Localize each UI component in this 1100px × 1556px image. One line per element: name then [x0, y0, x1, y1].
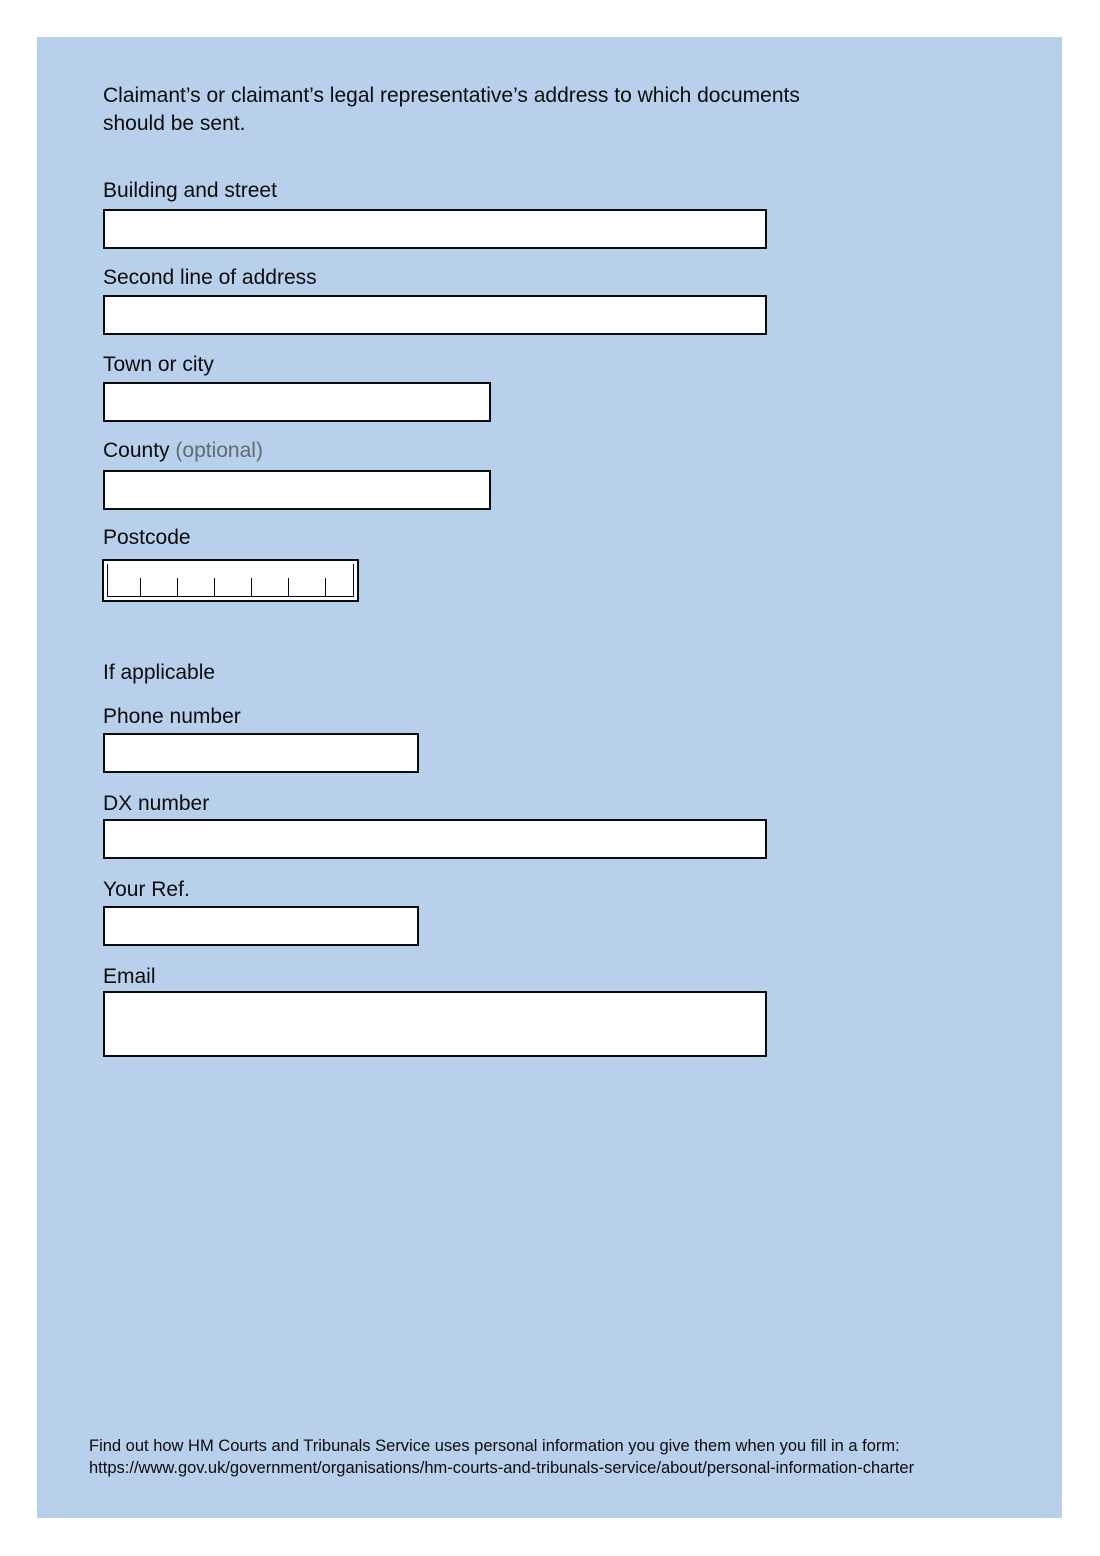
postcode-divider	[214, 578, 215, 596]
phone-number-label: Phone number	[103, 705, 241, 728]
form-panel	[37, 37, 1062, 1518]
your-ref-input[interactable]	[103, 906, 419, 946]
dx-number-input[interactable]	[103, 819, 767, 859]
email-input[interactable]	[103, 991, 767, 1057]
phone-number-input[interactable]	[103, 733, 419, 773]
if-applicable-heading: If applicable	[103, 661, 216, 684]
postcode-divider	[288, 578, 289, 596]
second-line-input[interactable]	[103, 295, 767, 335]
building-street-input[interactable]	[103, 209, 767, 249]
town-city-label: Town or city	[103, 353, 214, 376]
postcode-label: Postcode	[103, 526, 191, 549]
dx-number-label: DX number	[103, 792, 210, 815]
privacy-notice-text: Find out how HM Courts and Tribunals Service uses personal information you give them when you fill in a form:	[89, 1437, 900, 1455]
your-ref-label: Your Ref.	[103, 878, 190, 901]
town-city-input[interactable]	[103, 382, 491, 422]
county-input[interactable]	[103, 470, 491, 510]
section-intro: Claimant’s or claimant’s legal representative’s address to which documents should be sent.	[103, 84, 800, 135]
postcode-divider	[251, 578, 252, 596]
email-label: Email	[103, 965, 156, 988]
postcode-divider	[177, 578, 178, 596]
postcode-input[interactable]	[102, 559, 359, 602]
second-line-label: Second line of address	[103, 266, 317, 289]
privacy-notice	[89, 1435, 1049, 1479]
postcode-comb	[107, 564, 354, 597]
postcode-divider	[325, 578, 326, 596]
optional-hint: (optional)	[175, 439, 263, 462]
county-label-text: County	[103, 439, 170, 462]
personal-information-charter-link[interactable]: https://www.gov.uk/government/organisations/hm-courts-and-tribunals-service/about/personal-information-charter	[89, 1459, 915, 1477]
county-label	[103, 438, 263, 464]
building-street-label: Building and street	[103, 179, 277, 202]
postcode-divider	[140, 578, 141, 596]
